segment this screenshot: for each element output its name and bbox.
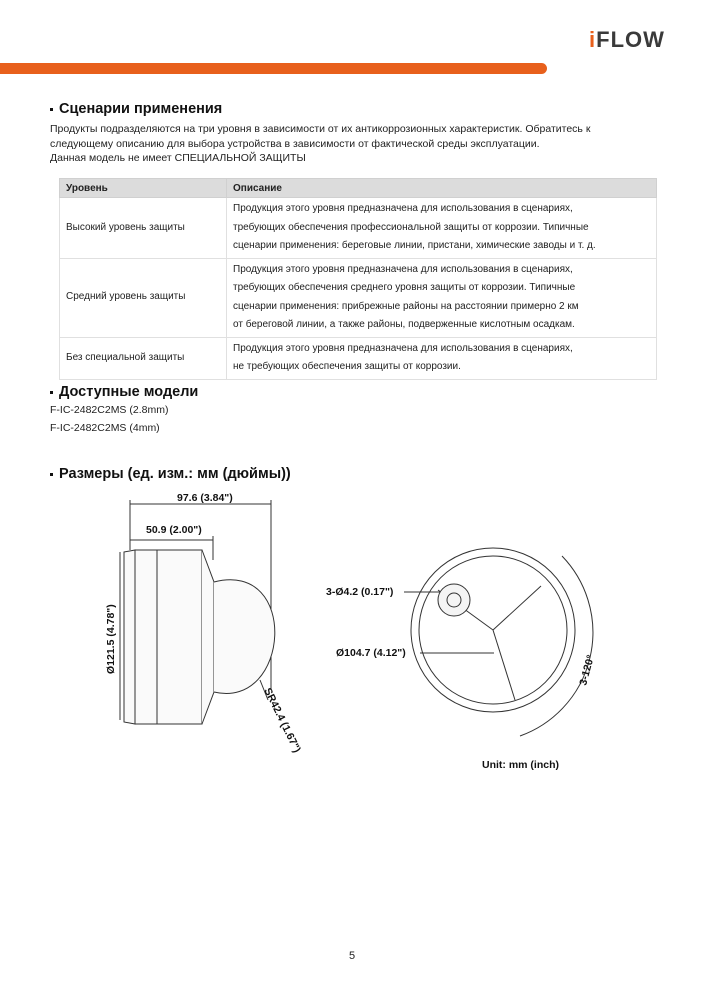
description-cell: Продукция этого уровня предназначена для использования в сценариях, требующих обеспечения среднего уровня защиты от коррозии. Типичные сценарии применения: прибрежные районы на расстоянии примерно 2 км от береговой линии, а также районы, подверженные кислотным осадкам. xyxy=(227,258,657,337)
bullet-icon xyxy=(50,108,53,111)
scenarios-intro: Продукты подразделяются на три уровня в зависимости от их антикоррозионных характеристик. Обратитесь к следующему описанию для выбора устройства в зависимости от фактической среды эксплуатации. Данная модель не имеет СПЕЦИАЛЬНОЙ ЗАЩИТЫ xyxy=(50,123,591,164)
dimension-drawing xyxy=(100,490,620,790)
table-row xyxy=(60,258,657,337)
angle-label: 3-120° xyxy=(577,653,597,687)
header-accent-bar xyxy=(0,63,547,74)
base-ring xyxy=(124,550,135,724)
cable-port xyxy=(438,584,470,616)
top-view xyxy=(404,548,593,736)
diameter-label: Ø121.5 (4.78") xyxy=(105,604,117,674)
level-cell: Высокий уровень защиты xyxy=(60,198,227,259)
column-header-level: Уровень xyxy=(60,179,227,198)
center-line xyxy=(493,586,541,630)
width-total-label: 97.6 (3.84") xyxy=(177,492,233,504)
housing-body xyxy=(157,550,202,724)
model-item: F-IC-2482C2MS (2.8mm) xyxy=(50,404,169,416)
brand-logo: iFLOW xyxy=(589,27,665,52)
angle-arc xyxy=(520,556,593,736)
hole-circle-label: Ø104.7 (4.12") xyxy=(336,647,406,659)
dome xyxy=(214,580,275,694)
width-base-label: 50.9 (2.00") xyxy=(146,524,202,536)
holes-label: 3-Ø4.2 (0.17") xyxy=(326,586,394,598)
section-title-models: Доступные модели xyxy=(50,384,198,400)
column-header-description: Описание xyxy=(227,179,657,198)
page-number: 5 xyxy=(349,950,356,962)
section-title-dimensions: Размеры (ед. изм.: мм (дюймы)) xyxy=(50,466,291,482)
table-row xyxy=(60,337,657,379)
center-line xyxy=(493,630,515,700)
dome-radius-label: SR42.4 (1.67") xyxy=(261,686,303,755)
unit-label: Unit: mm (inch) xyxy=(482,759,559,771)
level-cell: Средний уровень защиты xyxy=(60,258,227,337)
bullet-icon xyxy=(50,391,53,394)
description-cell: Продукция этого уровня предназначена для использования в сценариях, не требующих обеспечения защиты от коррозии. xyxy=(227,337,657,379)
bullet-icon xyxy=(50,473,53,476)
table-row xyxy=(60,198,657,259)
table-header-row xyxy=(60,179,657,198)
description-cell: Продукция этого уровня предназначена для использования в сценариях, требующих обеспечения профессиональной защиты от коррозии. Типичные сценарии применения: береговые линии, пристани, химические заводы и т. д. xyxy=(227,198,657,259)
level-cell: Без специальной защиты xyxy=(60,337,227,379)
section-title-scenarios: Сценарии применения xyxy=(50,101,222,117)
model-item: F-IC-2482C2MS (4mm) xyxy=(50,422,160,434)
protection-levels-table xyxy=(59,178,657,380)
base-body xyxy=(135,550,157,724)
housing-taper xyxy=(202,550,214,724)
